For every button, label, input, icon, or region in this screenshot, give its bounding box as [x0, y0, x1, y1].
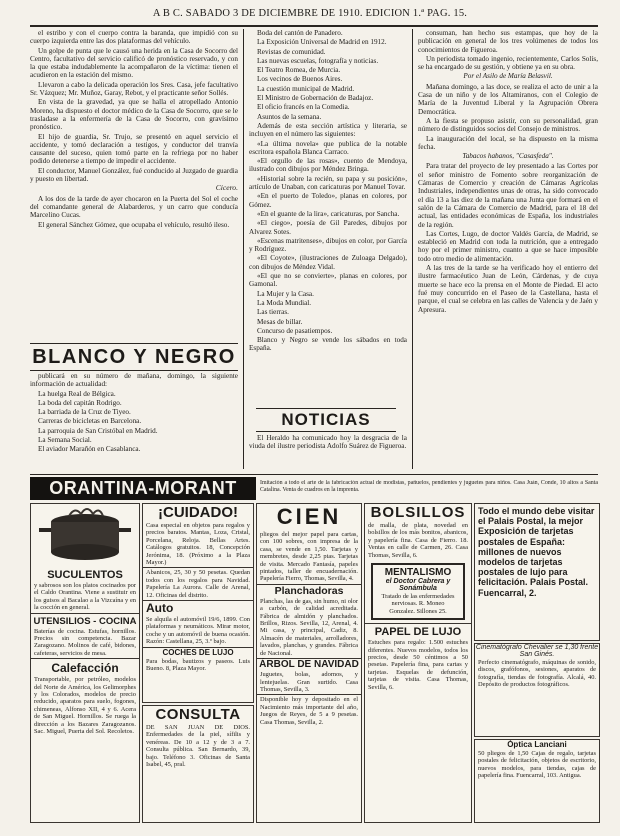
- paragraph: «El que no se convierte», planas en colores, por Gamonal.: [249, 272, 407, 289]
- ad-cien: [256, 503, 362, 823]
- list-item: La boda del capitán Rodrigo.: [38, 398, 122, 407]
- paragraph: «El ciego», poesía de Gil Paredes, dibujos por Alvarez Sotes.: [249, 219, 407, 236]
- headline-blanco-y-negro: BLANCO Y NEGRO: [30, 343, 238, 371]
- ad-heading: MENTALISMO: [384, 567, 452, 579]
- ad-orantina: [30, 503, 140, 823]
- column-rule: [412, 29, 413, 469]
- paragraph: Un golpe de punta que le causó una herida en la Casa de Socorro del Centro, facultativo del servicio calificó de pronóstico reservado, y con la que estaba indudablemente la acompañaron de la víctima: tienen el acudieron en la estación del mismo.: [30, 46, 238, 80]
- paragraph: A la fiesta se propuso asistir, con su personalidad, gran número de distinguidos socios del Consejo de ministros.: [418, 116, 598, 134]
- noticias-section: [249, 434, 407, 470]
- paragraph: El Heraldo ha comunicado hoy la desgracia de la viuda del ilustre periodista Adolfo Suárez de Figueroa.: [249, 434, 407, 451]
- ad-body: Para bodas, bautizos y paseos. Luis Bueno. 8, Plaza Mayor.: [146, 657, 250, 673]
- section-heading: Tabacos habanos, "Casasfeda".: [462, 152, 554, 161]
- ad-heading: CIEN: [276, 504, 342, 529]
- ad-heading: Planchadoras: [257, 584, 361, 597]
- ad-body: DE SAN JUAN DE DIOS. Enfermedades de la piel, sífilis y venéreas. De 10 a 12 y de 3 a 7. Consulta pública. San Bernardo, 39, bajo. Teléfono 3. Oficinas de Santa Isabel, 45, pral.: [146, 724, 250, 769]
- paragraph: Un periodista tomado ingenio, recientemente, Carlos Solís, se ha encargado de su gestión, y obtiene ya en su obra.: [418, 54, 598, 72]
- mentalismo-box: [371, 563, 465, 620]
- list-item: La Moda Mundial.: [257, 298, 312, 307]
- list-item: La barriada de la Cruz de Tiyeo.: [38, 408, 131, 417]
- paragraph: Además de esta sección artística y literaria, se incluyen en el número las siguientes:: [249, 121, 407, 139]
- paragraph: «El orgullo de las rosas», cuento de Mendoya, ilustrado con dibujos por Méndez Bringa.: [249, 157, 407, 174]
- list-item: La Exposición Universal de Madrid en 1912.: [257, 38, 387, 47]
- paragraph: Para tratar del proyecto de ley presentado a las Cortes por el señor ministro de Fomento sobre reorganización de Cámaras de Comercio y creación de Cámaras Agrícolas Industriales, independientes unas de otras, ha sido convocado el día 13 a las diez de la mañana una Junta que formará en el salón de la Cámara de Comercio de Madrid, para el 18 del actual, las entidades económicas de España, los industriales de la región.: [418, 162, 598, 229]
- ad-body: Estuches para regalo: 1.500 estuches diferentes. Nuevos modelos, todos los precios, desde 50 céntimos a 50 pesetas. Papelería fina, para cartas y tarjetas. Esquelas de defunción, tarjetas de visita. Casa Thomas, Sevilla, 6.: [368, 639, 468, 691]
- ad-body: de malla, de plata, novedad en bolsillos de los más bonitos, abanicos, y papelería fina. Casa de Fierro. 18. Ventas en calle de Carmen, 26. Casa Thomas, Sevilla, 6.: [368, 522, 468, 559]
- ad-heading: BOLSILLOS: [370, 504, 466, 521]
- ad-body: Se alquila el automóvil 19/6, 1899. Con plataformas y neumáticos. Mirar motor, coche y un automóvil de buena ocasión. Razón: Castellana, 25, 3.º bajo.: [146, 616, 250, 646]
- ad-heading: COCHES DE LUJO: [143, 647, 253, 657]
- list-item: Boda del cantón de Panadero.: [257, 29, 343, 37]
- ad-body: Abanicos, 25, 30 y 50 pesetas. Quedan todos con los regalos para Navidad. Papelería La Aurora. Calle de Arenal, 12. Oficinas del distrito.: [143, 567, 253, 600]
- page-header: A B C. SABADO 3 DE DICIEMBRE DE 1910. EDICION 1.ª PAG. 15.: [152, 8, 468, 19]
- list-item: El Ministro de Gobernación de Badajoz.: [257, 94, 374, 103]
- ad-heading: ¡CUIDADO!: [158, 504, 238, 521]
- ad-heading: UTENSILIOS - COCINA: [31, 613, 139, 627]
- ad-banner-orantina: ORANTINA-MORANT: [30, 477, 256, 500]
- paragraph: «Historial sobre la recién, su papa y su posición», artículo de Unaban, con caricaturas por Manuel Tovar.: [249, 174, 407, 192]
- ad-body: Transportable, por petróleo, modelos del Norte de América, los Gelimorphes y los Colorados, modelos de precio reducido, aparatos para suelo, fogones, chimeneas, Alfonso XII, 4 y 6. Acera de San Miguel. Hornillos. Se ruega la dirección a los Bazares Zaragozanos. Sac. Miguel, Puerta del Sol. Recoletos.: [34, 676, 136, 736]
- ad-cinematografo: [474, 643, 600, 737]
- ad-subheading: el Doctor Cabrera y Sonámbula: [385, 578, 451, 593]
- list-item: El oficio francés en la Comedia.: [257, 103, 350, 112]
- list-item: Asuntos de la semana.: [257, 112, 322, 121]
- paragraph: El general Sánchez Gómez, que ocupaba el vehículo, resultó ileso.: [38, 220, 230, 229]
- signature: Cicero.: [215, 183, 238, 193]
- ad-body: Juguetes, bolas, adornos, y lentejuelas. Gran surtido. Casa Thomas, Sevilla, 3.: [260, 671, 358, 693]
- list-item: Concurso de pasatiempos.: [257, 326, 333, 335]
- paragraph: «Escenas matritenses», dibujos en color, por García y Rodríguez.: [249, 236, 407, 254]
- ad-heading: Calefacción: [31, 658, 139, 675]
- list-item: Mesas de billar.: [257, 317, 303, 326]
- ad-consulta: [142, 705, 254, 823]
- column-rule: [243, 29, 244, 469]
- paragraph: «El Coyote», (ilustraciones de Zuloaga Delgado), con dibujos de Méndez Vidal.: [249, 254, 407, 271]
- ad-body: Tratado de las enfermedades nerviosas. R. Moneo Gonzalez. Sillones 25.: [381, 593, 455, 615]
- ad-heading: Auto: [143, 600, 253, 615]
- paragraph: Las Cortes, Lugo, de doctor Valdés García, de Madrid, se estableció en Madrid con toda la nutrición, que a entregado hoy por el primer ministro, cuanto a que se hace imposible todo otro medio de alimentación.: [418, 229, 598, 263]
- paragraph: publicará en su número de mañana, domingo, la siguiente información de actualidad:: [30, 372, 238, 389]
- ad-body: Disponible hoy y depositado en el Nacimiento más importante del año, Juegos de Reyes, de 5 a 9 pesetas. Casa Thomas, Sevilla, 2.: [257, 694, 361, 727]
- paragraph: El conductor, Manuel González, fué conducido al Juzgado de guardia y puesto en libertad.: [30, 166, 238, 184]
- list-item: La parroquia de San Cristóbal en Madrid.: [38, 426, 158, 435]
- list-item: Las nuevas escuelas, fotografía y noticias.: [257, 56, 379, 65]
- ad-body: Perfecto cinematógrafo, máquinas de sonido, discos, grafófonos, sesiones, aparatos de fotografía, tiendas de fotografía. Alcalá, 40. Depósito de productos fotográficos.: [478, 659, 596, 689]
- ad-heading: Cinematógrafo Chevalier se 1,30 frente San Ginés.: [475, 644, 599, 658]
- column-1: [30, 29, 238, 341]
- paragraph: El hijo de guardia, Sr. Trujo, se presentó en aquel servicio el accidente, y tomó declaración a testigos, y conductor del tranvía causante del suceso, quien tomó parte en la refriega por no haber podido detenerse a tiempo de impedir el accidente.: [30, 132, 238, 166]
- ad-body: Planchas, las de gas, sin humo, ni olor a carbón, de calidad acreditada. Fábrica de almidón y planchados. Brillos, Rizos. Sevilla, 12, Arenal, 4. Mi casa, y principal, Cadiz, 8. Almacén de materiales, arrolladores, lavados, planchas, y grandes. Fábrica de Nacional.: [260, 597, 358, 657]
- list-item: La Semana Social.: [38, 436, 92, 445]
- ad-optica: [474, 739, 600, 823]
- ad-palais-postal: [474, 503, 600, 641]
- ad-body: 50 pliegos de 1,50 Cajas de regalo, tarjetas postales de felicitación, objetos de escritorio, nuevos modelos, para tiendas, cajas de papelería fina. Fuencarral, 103. Antigua.: [478, 750, 596, 780]
- ad-strip: Imitación a todo el arte de la fabricación actual de modistas, pañuelos, pendientes y juguetes para niños. Casa Juán, Conde, 10 altos a Santa Catalina. Venta de cuadros en la imprenta.: [260, 480, 598, 493]
- ad-bolsillos: [364, 503, 472, 823]
- ad-cuidado: [142, 503, 254, 703]
- paragraph: «En el guante de la lira», caricaturas, por Sancha.: [257, 209, 400, 218]
- paragraph: Mañana domingo, a las doce, se realiza el acto de unir a la Casa de un niño y de los Altamiranos, con el Colegio de María de la Juventud Liberal y la Agrupación Obrera Democrática.: [418, 82, 598, 116]
- ad-body: Todo el mundo debe visitar el Palais Postal, la mejor Exposición de tarjetas postales de España: millones de nuevos modelos de tarjetas postales de lujo para felicitación. Palais Postal. Fuencarral, 2.: [478, 506, 595, 598]
- ad-heading: SUCULENTOS: [47, 569, 123, 581]
- pot-illustration: [31, 504, 139, 564]
- paragraph: Llevaron a cabo la delicada operación los Sres. Casa, jefe facultativo Sr. Vázquez; Mr. Muñoz, Garay, Rebot, y el practicante señor Sollés.: [30, 80, 238, 98]
- ad-heading: PAPEL DE LUJO: [365, 623, 471, 638]
- list-item: La huelga Real de Bélgica.: [38, 389, 116, 398]
- list-item: El Teatro Romea, de Murcia.: [257, 66, 341, 75]
- ad-body: y sabrosos son los platos cocinados por el Caldo Orantina. Viene a sustituir en los guisos al Bacalao a la Vizcaína y en la cocción en general.: [34, 582, 136, 612]
- blanco-y-negro-section: [30, 372, 238, 472]
- ad-body: Casa especial en objetos para regalos y precios baratos. Mantas, Loza, Cristal, Porcelana, Reloja. Bellas Artes. Catálogos gratuitos. 18, Concepción Jerónima, 18. (Próximo a la Plaza Mayor.): [146, 522, 250, 567]
- ad-heading: ÁRBOL DE NAVIDAD: [257, 658, 361, 670]
- ad-body: Baterías de cocina. Estufas, hornillos. Precios sin competencia. Bazar Zaragozano. Molinos de café, bidones, cafeteras, servicios de mesa.: [34, 627, 136, 657]
- list-item: La Mujer y la Casa.: [257, 289, 314, 298]
- paragraph: La inauguración del local, se ha dispuesto en la misma fecha.: [418, 134, 598, 151]
- section-heading: Por el Asilo de María Belasvil.: [463, 72, 553, 81]
- paragraph: el estribo y con el cuerpo contra la baranda, que impidió con su cuerpo izquierda entre las dos plataformas del vehículo.: [30, 29, 238, 46]
- ad-heading: CONSULTA: [155, 706, 241, 723]
- list-item: Los vecinos de Buenos Aires.: [257, 75, 343, 84]
- ads-top-rule: [30, 474, 598, 475]
- list-item: Revistas de comunidad.: [257, 47, 326, 56]
- list-item: Las tierras.: [257, 308, 289, 317]
- paragraph: «En el puerto de Toledo», planas en colores, por Gómez.: [249, 192, 407, 209]
- list-item: Carreras de bicicletas en Barcelona.: [38, 417, 142, 426]
- header-rule: [30, 25, 598, 27]
- paragraph: A las tres de la tarde se ha verificado hoy el entierro del ilustre farmacéutico Juan de León, Cárdenas, y de cuya muerte se hace eco la prensa en el Monte de Piedad. El acto fué muy concurrido en el Paseo de la Castellana, hasta el parque, el cual se celebra en las calles de Valencia y de Jaén y Apresura.: [418, 264, 598, 314]
- ad-body: pliegos del mejor papel para cartas, con 100 sobres, con impresa de la casa, se vende en 1,50. Tarjetas y membretes, desde 2,25 ptas. Tarjetas de visita. Mercado Fantasía, papeles pintados, taller de encuadernación. Papelería Fierro, Thomas, Sevilla, 4.: [260, 531, 358, 583]
- headline-noticias: NOTICIAS: [256, 408, 396, 432]
- paragraph: En vista de la gravedad, ya que se halla el atropellado Antonio Moreno, ha dispuesto el doctor médico de la Casa de Socorro, que se le trasladase a la enfermería de la Casa de Socorro, con gravísimo pronóstico.: [30, 98, 238, 132]
- list-item: El aviador Marañón en Casablanca.: [38, 445, 141, 454]
- paragraph: «La última novela» que publica de la notable escritora española Blanca Carraco.: [249, 139, 407, 156]
- paragraph: consuman, han hecho sus estampas, que hoy de la publicación en general de los tres volúmenes de todos los conocimientos de Figueroa.: [418, 29, 598, 54]
- paragraph: Blanco y Negro se vende los sábados en toda España.: [249, 336, 407, 353]
- list-item: La cuestión municipal de Madrid.: [257, 84, 355, 93]
- column-3: [418, 29, 598, 471]
- paragraph: A los dos de la tarde de ayer chocaron en la Puerta del Sol el coche del comandante general de Alabarderos, y un carro que conducía Marcelino Cucas.: [30, 194, 238, 220]
- column-2: [249, 29, 407, 404]
- ad-heading: Óptica Lanciani: [507, 740, 567, 749]
